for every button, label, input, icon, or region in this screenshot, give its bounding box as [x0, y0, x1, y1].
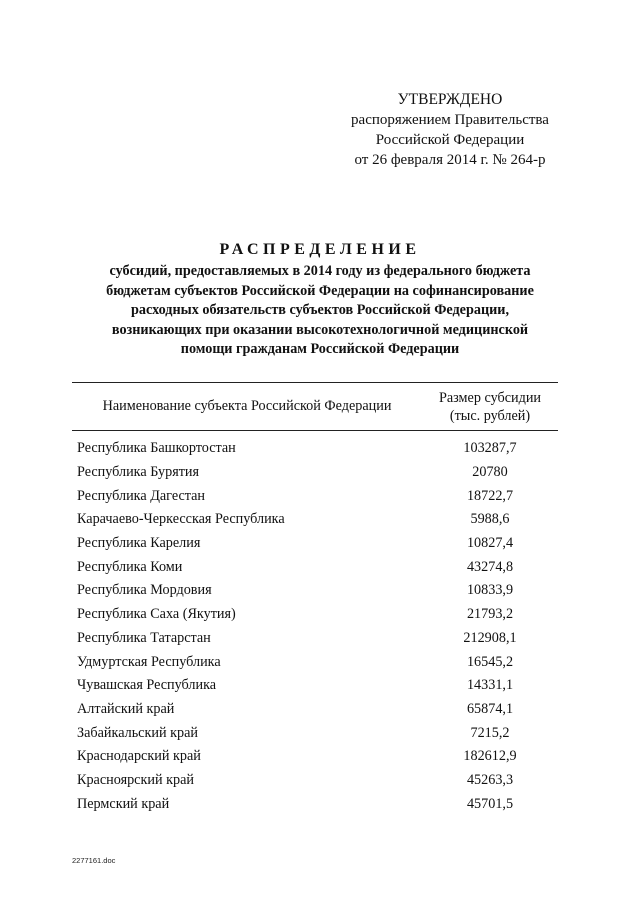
- subsidy-amount-cell: 45263,3: [466, 771, 514, 788]
- column-header-subject: Наименование субъекта Российской Федерации: [102, 398, 392, 414]
- subject-name-cell: Карачаево-Черкесская Республика: [77, 511, 285, 528]
- subsidy-amount-cell: 65874,1: [466, 700, 514, 717]
- subsidy-amount-cell: 212908,1: [463, 629, 517, 646]
- subsidy-amount-cell: 45701,5: [466, 795, 514, 812]
- subtitle-line: субсидий, предоставляемых в 2014 году из федерального бюджета: [109, 263, 531, 279]
- subsidy-amount-cell: 14331,1: [466, 677, 514, 694]
- subject-name-cell: Удмуртская Республика: [77, 653, 221, 670]
- subsidy-amount-cell: 182612,9: [463, 748, 517, 765]
- table-row: [72, 698, 558, 722]
- approval-line-1: распоряжением Правительства: [351, 112, 549, 128]
- table-row: [72, 745, 558, 769]
- table-row: [72, 603, 558, 627]
- approval-line-3: от 26 февраля 2014 г. № 264-р: [354, 152, 546, 168]
- table-row: [72, 721, 558, 745]
- table-row: [72, 484, 558, 508]
- subject-name-cell: Республика Карелия: [77, 535, 201, 552]
- column-header-amount: [422, 383, 558, 431]
- table-row: [72, 508, 558, 532]
- table-row: [72, 461, 558, 485]
- subject-name-cell: Республика Саха (Якутия): [77, 606, 236, 623]
- approval-block: [330, 90, 570, 170]
- subject-name-cell: Чувашская Республика: [77, 677, 217, 694]
- subject-name-cell: Краснодарский край: [77, 748, 201, 765]
- subtitle-line: расходных обязательств субъектов Российской Федерации,: [130, 302, 510, 318]
- table-row: [72, 627, 558, 651]
- table-body: [72, 431, 558, 817]
- subject-name-cell: Забайкальский край: [77, 724, 198, 741]
- table-row: [72, 674, 558, 698]
- document-title: [60, 240, 580, 360]
- subsidy-amount-cell: 10827,4: [466, 535, 514, 552]
- table-row: [72, 769, 558, 793]
- table-header-row: [72, 383, 558, 431]
- subsidy-amount-cell: 5988,6: [470, 511, 510, 528]
- subsidy-amount-cell: 10833,9: [466, 582, 514, 599]
- title-main: РАСПРЕДЕЛЕНИЕ: [219, 241, 421, 258]
- subsidy-amount-cell: 18722,7: [466, 487, 514, 504]
- table-row: [72, 650, 558, 674]
- subsidy-amount-cell: 103287,7: [463, 440, 517, 457]
- table-row: [72, 792, 558, 816]
- subject-name-cell: Республика Татарстан: [77, 629, 211, 646]
- subject-name-cell: Пермский край: [77, 795, 170, 812]
- approval-heading: УТВЕРЖДЕНО: [397, 91, 503, 108]
- amount-header-line-1: Размер субсидии: [438, 389, 542, 406]
- subject-name-cell: Республика Башкортостан: [77, 440, 236, 457]
- table-row: [72, 437, 558, 461]
- subsidy-amount-cell: 20780: [472, 464, 508, 481]
- subtitle-line: возникающих при оказании высокотехнологичной медицинской: [111, 321, 529, 338]
- subject-name-cell: Республика Дагестан: [77, 487, 206, 504]
- table-row: [72, 579, 558, 603]
- distribution-table: [72, 382, 558, 816]
- document-id: 2277161.doc: [72, 856, 116, 865]
- subsidy-amount-cell: 16545,2: [466, 653, 514, 670]
- subsidy-amount-cell: 21793,2: [466, 606, 514, 623]
- subject-name-cell: Республика Бурятия: [77, 464, 200, 481]
- title-subtitle: [60, 262, 580, 360]
- amount-header-line-2: (тыс. рублей): [449, 407, 531, 424]
- table-row: [72, 532, 558, 556]
- subsidy-amount-cell: 7215,2: [470, 724, 510, 741]
- subsidy-amount-cell: 43274,8: [466, 558, 514, 575]
- subject-name-cell: Республика Коми: [77, 558, 183, 575]
- subject-name-cell: Алтайский край: [77, 700, 175, 717]
- subtitle-line: бюджетам субъектов Российской Федерации на софинансирование: [106, 282, 534, 299]
- table-row: [72, 555, 558, 579]
- subtitle-line: помощи гражданам Российской Федерации: [180, 341, 460, 357]
- subject-name-cell: Республика Мордовия: [77, 582, 212, 599]
- subject-name-cell: Красноярский край: [77, 771, 194, 788]
- approval-line-2: Российской Федерации: [375, 132, 525, 148]
